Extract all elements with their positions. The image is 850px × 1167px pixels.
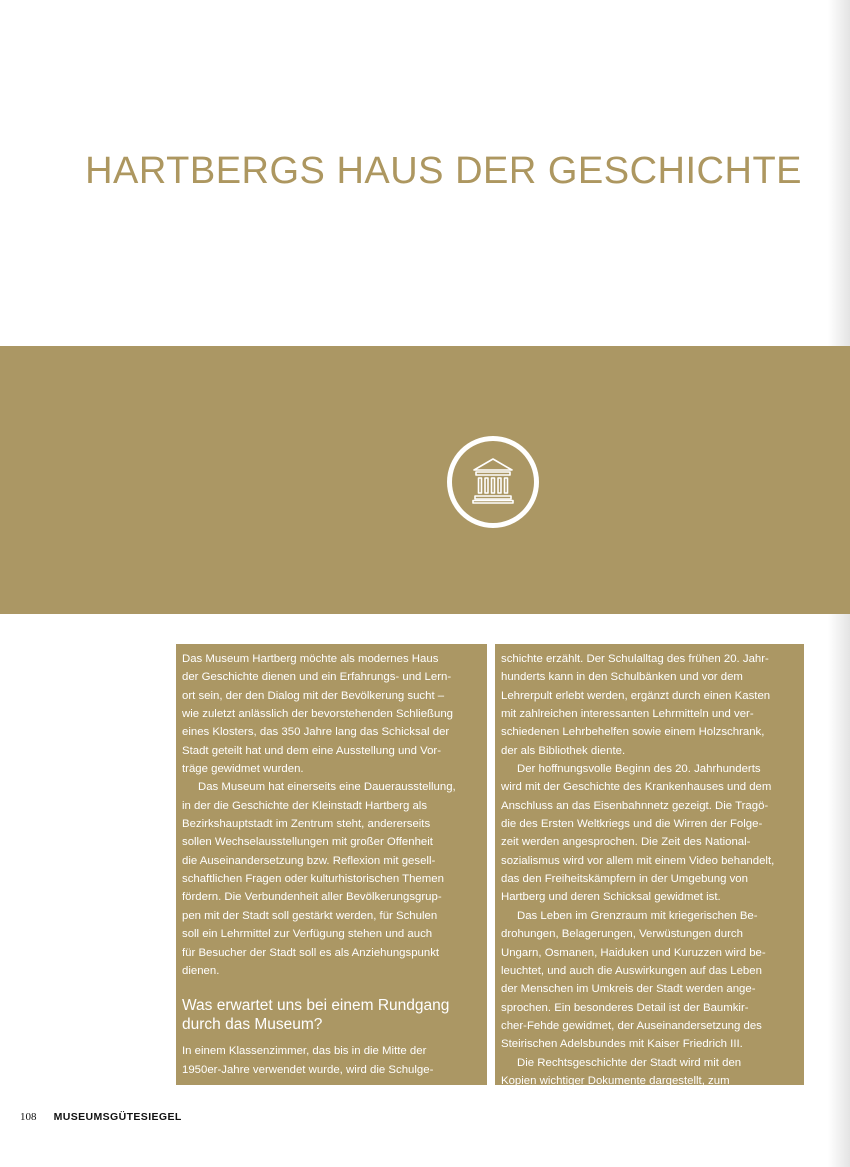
text-line: Das Museum hat einerseits eine Dauerausstellung, — [198, 781, 456, 794]
text-line: schaftlichen Fragen oder kulturhistorischen Themen — [182, 873, 444, 886]
text-line: 1950er-Jahre verwendet wurde, wird die Schulge- — [182, 1063, 434, 1076]
text-line: hunderts kann in den Schulbänken und vor dem — [501, 671, 743, 684]
intro-paragraph — [182, 650, 481, 778]
text-line: der Geschichte dienen und ein Erfahrungs- und Lern- — [182, 671, 452, 684]
text-line: Hartberg und deren Schicksal gewidmet ist. — [501, 891, 721, 904]
text-line: ort sein, der den Dialog mit der Bevölkerung sucht – — [182, 689, 445, 702]
text-line: cher-Fehde gewidmet, der Auseinandersetzung des — [501, 1019, 762, 1032]
tour-paragraph — [182, 1042, 481, 1079]
page-title: HARTBERGS HAUS DER GESCHICHTE — [85, 150, 802, 192]
museum-building-icon — [447, 436, 539, 528]
text-line: die Auseinandersetzung bzw. Reflexion mit gesell- — [182, 854, 436, 867]
twentieth-century-paragraph — [501, 760, 798, 907]
text-line: wird mit der Geschichte des Krankenhauses und dem — [501, 781, 772, 794]
text-line: Kopien wichtiger Dokumente dargestellt, zum — [501, 1074, 730, 1085]
text-line: Die Rechtsgeschichte der Stadt wird mit den — [517, 1056, 742, 1069]
text-line: wie zuletzt anlässlich der bevorstehenden Schließung — [182, 708, 454, 721]
text-line: sprochen. Ein besonderes Detail ist der Baumkir- — [501, 1001, 749, 1014]
right-text-column — [495, 644, 804, 1085]
text-line: Bezirkshauptstadt im Zentrum steht, andererseits — [182, 818, 431, 831]
text-line: zeit werden angesprochen. Die Zeit des National- — [501, 836, 751, 849]
text-line: sollen Wechselausstellungen mit großer Offenheit — [182, 836, 433, 849]
heading-line: durch das Museum? — [182, 1016, 323, 1034]
page-footer — [20, 1111, 182, 1123]
text-line: Steirischen Adelsbundes mit Kaiser Friedrich III. — [501, 1038, 743, 1051]
text-line: drohungen, Belagerungen, Verwüstungen durch — [501, 928, 743, 941]
page-number: 108 — [20, 1111, 37, 1123]
section-heading — [182, 996, 481, 1034]
legal-history-paragraph — [501, 1054, 798, 1085]
text-line: der Menschen im Umkreis der Stadt werden ange- — [501, 983, 756, 996]
text-line: Ungarn, Osmanen, Haiduken und Kuruzzen wird be- — [501, 946, 766, 959]
text-line: mit zahlreichen interessanten Lehrmitteln und ver- — [501, 708, 754, 721]
text-line: Das Leben im Grenzraum mit kriegerischen Be- — [517, 909, 758, 922]
text-line: pen mit der Stadt soll gestärkt werden, für Schulen — [182, 909, 438, 922]
text-line: dienen. — [182, 964, 220, 977]
text-line: Stadt geteilt hat und dem eine Ausstellung und Vor- — [182, 744, 441, 757]
text-line: das den Freiheitskämpfern in der Umgebung von — [501, 873, 748, 886]
text-line: die des Ersten Weltkriegs und die Wirren der Folge- — [501, 818, 763, 831]
text-line: in der die Geschichte der Kleinstadt Hartberg als — [182, 799, 428, 812]
exhibition-paragraph — [182, 778, 481, 980]
text-line: sozialismus wird vor allem mit einem Video behandelt, — [501, 854, 775, 867]
left-text-column — [176, 644, 487, 1085]
school-paragraph — [501, 650, 798, 760]
text-line: leuchtet, und auch die Auswirkungen auf das Leben — [501, 964, 762, 977]
border-region-paragraph — [501, 907, 798, 1054]
text-line: fördern. Die Verbundenheit aller Bevölkerungsgrup- — [182, 891, 442, 904]
text-line: eines Klosters, das 350 Jahre lang das Schicksal der — [182, 726, 450, 739]
text-line: soll ein Lehrmittel zur Verfügung stehen und auch — [182, 928, 433, 941]
accent-band — [0, 346, 850, 614]
footer-label: MUSEUMSGÜTESIEGEL — [53, 1111, 182, 1123]
text-line: für Besucher der Stadt soll es als Anziehungspunkt — [182, 946, 440, 959]
text-line: Lehrerpult erlebt werden, ergänzt durch einen Kasten — [501, 689, 771, 702]
text-line: träge gewidmet wurden. — [182, 763, 304, 776]
text-line: In einem Klassenzimmer, das bis in die Mitte der — [182, 1045, 427, 1058]
text-line: Anschluss an das Eisenbahnnetz gezeigt. Die Tragö- — [501, 799, 769, 812]
text-line: Der hoffnungsvolle Beginn des 20. Jahrhunderts — [517, 763, 761, 776]
heading-line: Was erwartet uns bei einem Rundgang — [182, 997, 450, 1015]
text-line: Das Museum Hartberg möchte als modernes Haus — [182, 653, 439, 665]
text-line: der als Bibliothek diente. — [501, 744, 626, 757]
text-line: schichte erzählt. Der Schulalltag des frühen 20. Jahr- — [501, 653, 769, 665]
temple-icon — [472, 458, 514, 504]
text-line: schiedenen Lehrbehelfen sowie einem Holzschrank, — [501, 726, 765, 739]
emblem-inner-circle — [452, 441, 534, 523]
